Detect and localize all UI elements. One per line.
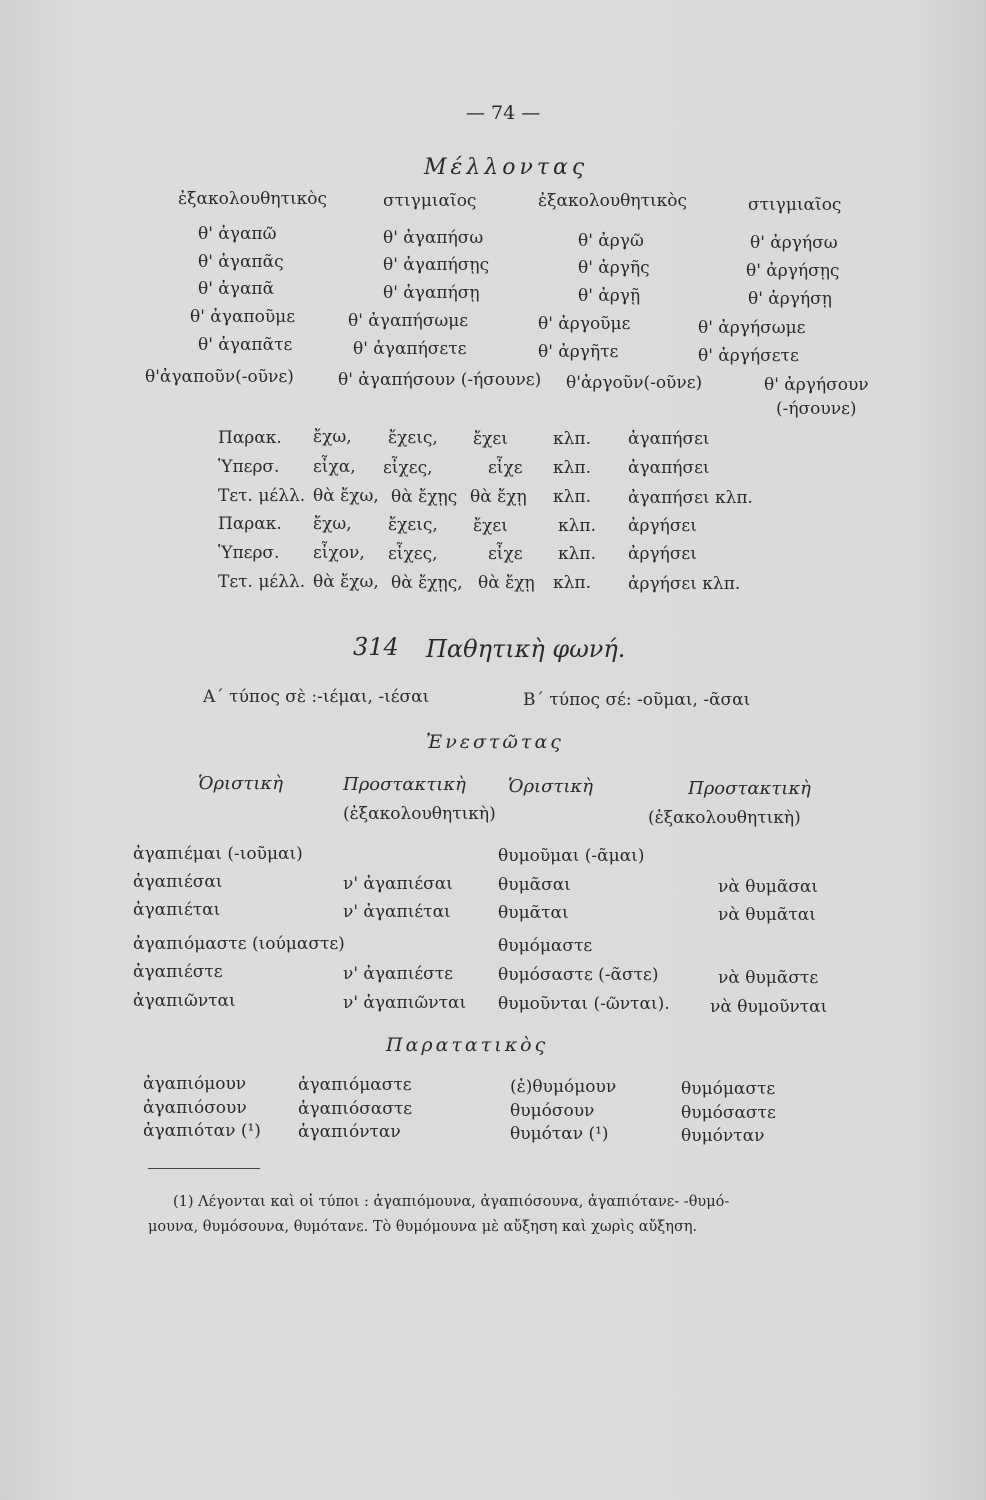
conjugation-cell: νὰ θυμοῦνται xyxy=(710,997,828,1017)
conjugation-cell: ἀγαπιόμαστε (ιούμαστε) xyxy=(133,934,345,954)
form-cell: ἔχω, xyxy=(313,427,352,447)
conjugation-cell: θ' ἀγαποῦμε xyxy=(190,307,296,327)
form-cell: εἶχον, xyxy=(313,543,365,563)
form-cell: κλπ. xyxy=(558,544,596,564)
conjugation-cell: θυμᾶσαι xyxy=(498,875,571,895)
column-header: στιγμιαῖος xyxy=(383,191,477,211)
form-cell: κλπ. xyxy=(553,458,591,478)
conjugation-cell: θ' ἀργήσῃ xyxy=(748,289,832,309)
conjugation-cell: θ' ἀγαπήσω xyxy=(383,228,484,248)
column-header: Προστακτικὴ xyxy=(688,778,811,799)
form-cell: κλπ. xyxy=(558,516,596,536)
conjugation-cell: θυμόνταν xyxy=(681,1126,765,1146)
conjugation-cell: θυμᾶται xyxy=(498,903,569,923)
conjugation-cell: ἀγαπιόσαστε xyxy=(298,1099,413,1119)
conjugation-cell: θυμόμαστε xyxy=(498,936,593,956)
conjugation-cell: θ' ἀγαπήσῃς xyxy=(383,255,490,275)
form-cell: ἀργήσει xyxy=(628,544,697,564)
form-cell: ἔχεις, xyxy=(388,428,438,448)
section-heading-paratatikos: Παρατατικὸς xyxy=(386,1034,549,1056)
footnote-line: μουνα, θυμόσουνα, θυμότανε. Τὸ θυμόμουνα μὲ αὔξηση καὶ χωρὶς αὔξηση. xyxy=(148,1219,698,1235)
conjugation-cell: θ'ἀργοῦν(-οῦνε) xyxy=(566,373,703,393)
section-heading-enestotas: Ἐνεστῶτας xyxy=(426,731,564,753)
form-cell: εἶχε xyxy=(488,458,523,478)
column-header: στιγμιαῖος xyxy=(748,195,842,215)
tense-label: Τετ. μέλλ. xyxy=(218,486,306,506)
type-a-note: Α΄ τύπος σὲ :-ιέμαι, -ιέσαι xyxy=(203,687,430,707)
conjugation-cell: θ'ἀγαποῦν(-οῦνε) xyxy=(145,367,294,387)
conjugation-cell: θυμόσαστε (-ᾶστε) xyxy=(498,965,659,985)
conjugation-cell: θ' ἀγαπήσουν (-ήσουνε) xyxy=(338,370,542,390)
conjugation-cell: (ἐ)θυμόμουν xyxy=(510,1077,617,1097)
conjugation-cell: ἀγαπιῶνται xyxy=(133,991,236,1011)
tense-label: Τετ. μέλλ. xyxy=(218,572,306,592)
tense-label: Παρακ. xyxy=(218,514,282,534)
column-header: ἐξακολουθητικὸς xyxy=(178,189,328,209)
column-header: Προστακτικὴ xyxy=(343,774,466,795)
conjugation-cell: θυμόσαστε xyxy=(681,1103,776,1123)
conjugation-cell: θ' ἀγαπῶ xyxy=(198,224,277,244)
form-cell: θὰ ἔχῃ xyxy=(478,573,535,593)
form-cell: εἶχες, xyxy=(383,458,433,478)
conjugation-cell: θ' ἀργῆς xyxy=(578,258,650,278)
form-cell: θὰ ἔχω, xyxy=(313,572,379,592)
conjugation-cell: θ' ἀγαπᾶτε xyxy=(198,335,293,355)
conjugation-cell: ν' ἀγαπιῶνται xyxy=(343,993,467,1013)
page-number: — 74 — xyxy=(466,102,541,124)
conjugation-cell: θυμόμαστε xyxy=(681,1079,776,1099)
conjugation-cell: νὰ θυμᾶστε xyxy=(718,968,819,988)
conjugation-cell: θ' ἀργήσετε xyxy=(698,346,799,366)
form-cell: ἀγαπήσει xyxy=(628,429,710,449)
section-number: 314 xyxy=(353,633,399,661)
conjugation-cell: θ' ἀργοῦμε xyxy=(538,314,631,334)
conjugation-cell: θυμοῦνται (-ῶνται). xyxy=(498,994,670,1014)
conjugation-cell: ν' ἀγαπιέσαι xyxy=(343,874,453,894)
form-cell: εἶχε xyxy=(488,544,523,564)
form-cell: εἶχες, xyxy=(388,544,438,564)
column-header: ἐξακολουθητικὸς xyxy=(538,191,688,211)
conjugation-cell: ἀγαπιόνταν xyxy=(298,1122,401,1142)
form-cell: ἔχει xyxy=(473,429,508,449)
conjugation-cell: ἀγαπιόμαστε xyxy=(298,1075,412,1095)
conjugation-cell: θυμοῦμαι (-ᾶμαι) xyxy=(498,846,645,866)
conjugation-cell: ἀγαπιόταν (¹) xyxy=(143,1121,261,1141)
section-title: Παθητικὴ φωνή. xyxy=(426,635,626,663)
conjugation-cell: θ' ἀγαπᾶς xyxy=(198,252,284,272)
conjugation-cell: θυμόταν (¹) xyxy=(510,1124,609,1144)
form-cell: ἔχει xyxy=(473,516,508,536)
tense-label: Ὑπερσ. xyxy=(218,543,280,563)
conjugation-cell: θ' ἀργήσουν xyxy=(764,375,869,395)
conjugation-cell-continuation: (-ήσουνε) xyxy=(776,399,857,419)
tense-label: Ὑπερσ. xyxy=(218,457,280,477)
conjugation-cell: νὰ θυμᾶσαι xyxy=(718,877,819,897)
conjugation-cell: νὰ θυμᾶται xyxy=(718,905,816,925)
conjugation-cell: ἀγαπιέστε xyxy=(133,962,223,982)
conjugation-cell: θ' ἀργῶ xyxy=(578,231,644,251)
form-cell: ἀγαπήσει κλπ. xyxy=(628,488,753,508)
column-subheader: (ἐξακολουθητικὴ) xyxy=(343,804,496,824)
tense-label: Παρακ. xyxy=(218,428,282,448)
form-cell: κλπ. xyxy=(553,487,591,507)
conjugation-cell: ν' ἀγαπιέται xyxy=(343,902,451,922)
footnote-rule xyxy=(148,1168,260,1169)
form-cell: θὰ ἔχῃς xyxy=(391,487,458,507)
conjugation-cell: ἀγαπιόμουν xyxy=(143,1074,247,1094)
form-cell: ἔχεις, xyxy=(388,515,438,535)
conjugation-cell: θ' ἀγαπήσετε xyxy=(353,339,467,359)
form-cell: κλπ. xyxy=(553,429,591,449)
section-heading-mellontas: Μέλλοντας xyxy=(424,155,589,180)
column-subheader: (ἐξακολουθητικὴ) xyxy=(648,808,801,828)
conjugation-cell: θ' ἀγαπᾶ xyxy=(198,279,275,299)
footnote-line: (1) Λέγονται καὶ οἱ τύποι : ἀγαπιόμουνα, ἀγαπιόσουνα, ἀγαπιότανε- -θυμό- xyxy=(173,1194,730,1210)
conjugation-cell: θ' ἀργήσω xyxy=(750,233,838,253)
form-cell: ἀργήσει κλπ. xyxy=(628,574,741,594)
conjugation-cell: ἀγαπιόσουν xyxy=(143,1098,247,1118)
form-cell: εἶχα, xyxy=(313,457,356,477)
conjugation-cell: ν' ἀγαπιέστε xyxy=(343,964,453,984)
conjugation-cell: θυμόσουν xyxy=(510,1101,595,1121)
conjugation-cell: θ' ἀργῇ xyxy=(578,286,641,306)
conjugation-cell: θ' ἀργήσωμε xyxy=(698,318,806,338)
type-b-note: Β΄ τύπος σέ: -οῦμαι, -ᾶσαι xyxy=(523,690,751,710)
conjugation-cell: ἀγαπιέσαι xyxy=(133,872,223,892)
column-header: Ὁριστικὴ xyxy=(198,773,283,794)
conjugation-cell: θ' ἀγαπήσωμε xyxy=(348,311,469,331)
conjugation-cell: ἀγαπιέται xyxy=(133,900,221,920)
form-cell: θὰ ἔχῃς, xyxy=(391,573,463,593)
conjugation-cell: θ' ἀγαπήσῃ xyxy=(383,283,480,303)
form-cell: ἔχω, xyxy=(313,514,352,534)
column-header: Ὁριστικὴ xyxy=(508,776,593,797)
form-cell: ἀγαπήσει xyxy=(628,458,710,478)
conjugation-cell: θ' ἀργῆτε xyxy=(538,342,619,362)
form-cell: κλπ. xyxy=(553,573,591,593)
form-cell: θὰ ἔχῃ xyxy=(470,487,527,507)
form-cell: ἀργήσει xyxy=(628,516,697,536)
form-cell: θὰ ἔχω, xyxy=(313,486,379,506)
conjugation-cell: ἀγαπιέμαι (-ιοῦμαι) xyxy=(133,844,303,864)
conjugation-cell: θ' ἀργήσῃς xyxy=(746,261,840,281)
